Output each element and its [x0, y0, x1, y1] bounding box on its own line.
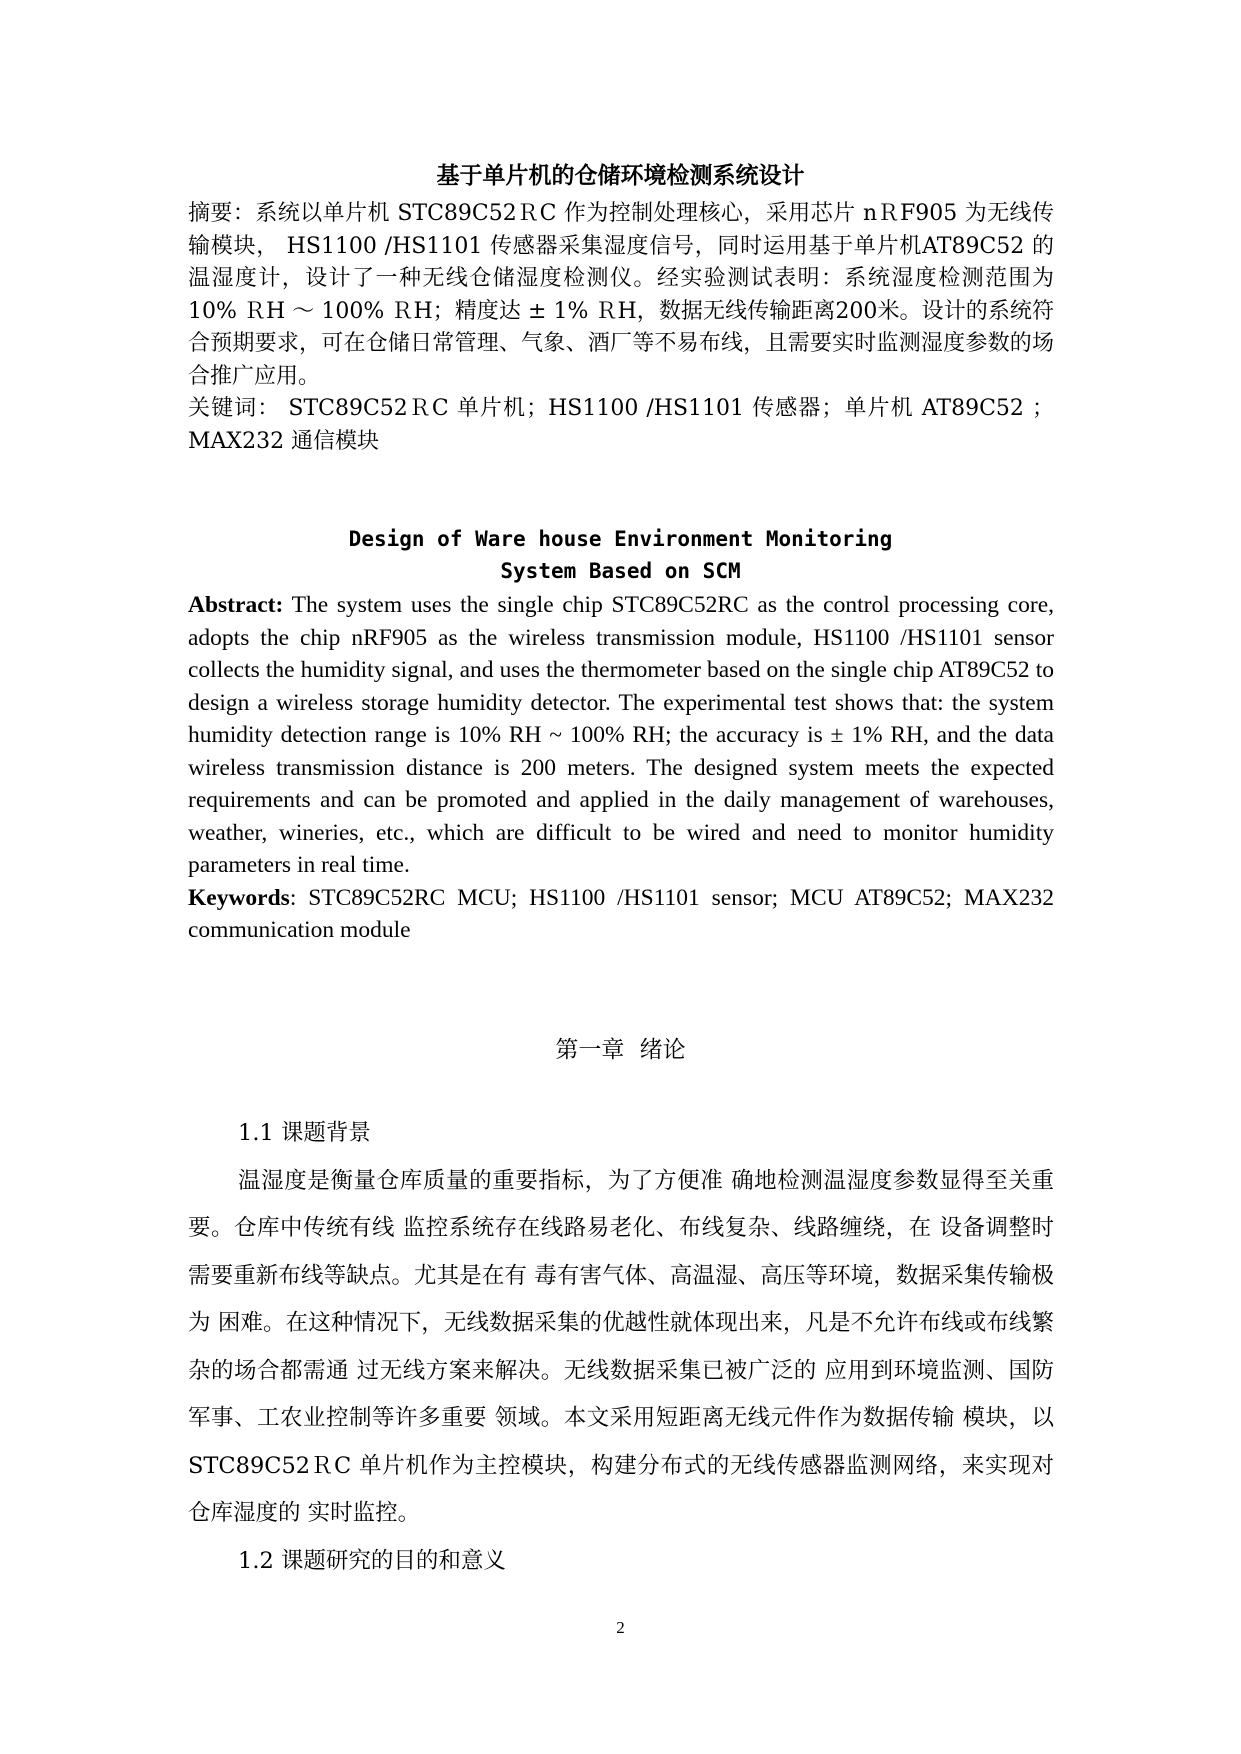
english-title: [0, 523, 1241, 587]
chinese-keywords-label: 关键词：: [188, 396, 281, 421]
chapter-body: [188, 1110, 1054, 1585]
chinese-abstract-block: [188, 198, 1054, 458]
section-heading-1-1: 1.1 课题背景: [238, 1120, 371, 1146]
section-heading-1-2: 1.2 课题研究的目的和意义: [238, 1547, 506, 1574]
chapter-heading: 第一章 绪论: [555, 1037, 686, 1063]
english-abstract-label: Abstract:: [188, 592, 284, 618]
chinese-abstract: [188, 198, 1054, 393]
chinese-keywords-text: STC89C52ＲC 单片机；HS1100 /HS1101 传感器；单片机 AT89C52 ；MAX232 通信模块: [188, 396, 1054, 454]
english-abstract: [188, 589, 1054, 882]
english-keywords-label: Keywords: [188, 884, 290, 911]
page-number: 2: [616, 1618, 625, 1637]
english-title-line-1: Design of Ware house Environment Monitoring: [348, 527, 893, 551]
chinese-keywords: [188, 393, 1054, 458]
english-abstract-block: [188, 589, 1054, 947]
chinese-abstract-label: 摘要：: [188, 201, 256, 226]
section-paragraph-1-1: 温湿度是衡量仓库质量的重要指标，为了方便准 确地检测温湿度参数显得至关重要。仓库中传统有线 监控系统存在线路易老化、布线复杂、线路缠绕，在 设备调整时需要重新布线等缺点。尤其是在有 毒有害气体、高温湿、高压等环境，数据采集传输极为 困难。在这种情况下，无线数据采集的优越性就体现出来，凡是不允许布线或布线繁杂的场合都需通 过无线方案来解决。无线数据采集已被广泛的 应用到环境监测、国防军事、工农业控制等许多重要 领域。本文采用短距离无线元件作为数据传输 模块，以 STC89C52ＲC 单片机作为主控模块，构建分布式的无线传感器监测网络，来实现对仓库湿度的 实时监控。: [188, 1167, 1054, 1526]
chinese-title: 基于单片机的仓储环境检测系统设计: [436, 162, 805, 189]
chinese-abstract-text: 系统以单片机 STC89C52ＲC 作为控制处理核心，采用芯片 nＲF905 为无线传输模块， HS1100 /HS1101 传感器采集湿度信号，同时运用基于单片机AT89C52 的温湿度计，设计了一种无线仓储湿度检测仪。经实验测试表明：系统湿度检测范围为 10% ＲH ～ 100% ＲH；精度达 ± 1% ＲH，数据无线传输距离200米。设计的系统符合预期要求，可在仓储日常管理、气象、酒厂等不易布线，且需要实时监测湿度参数的场 合推广应用。: [188, 201, 1054, 389]
english-abstract-text: The system uses the single chip STC89C52RC as the control processing core, adopts the chip nRF905 as the wireless transmission module, HS1100 /HS1101 sensor collects the humidity signal, and uses the thermometer based on the single chip AT89C52 to design a wireless storage humidity detector. The experimental test shows that: the system humidity detection range is 10% RH ~ 100% RH; the accuracy is ± 1% RH, and the data wireless transmission distance is 200 meters. The designed system meets the expected requirements and can be promoted and applied in the daily management of warehouses, weather, wineries, etc., which are difficult to be wired and need to monitor humidity parameters in real time.: [188, 592, 1054, 878]
english-keywords-text: : STC89C52RC MCU; HS1100 /HS1101 sensor; MCU AT89C52; MAX232 communication module: [188, 884, 1054, 943]
english-keywords: [188, 882, 1054, 947]
english-title-line-2: System Based on SCM: [500, 559, 741, 583]
